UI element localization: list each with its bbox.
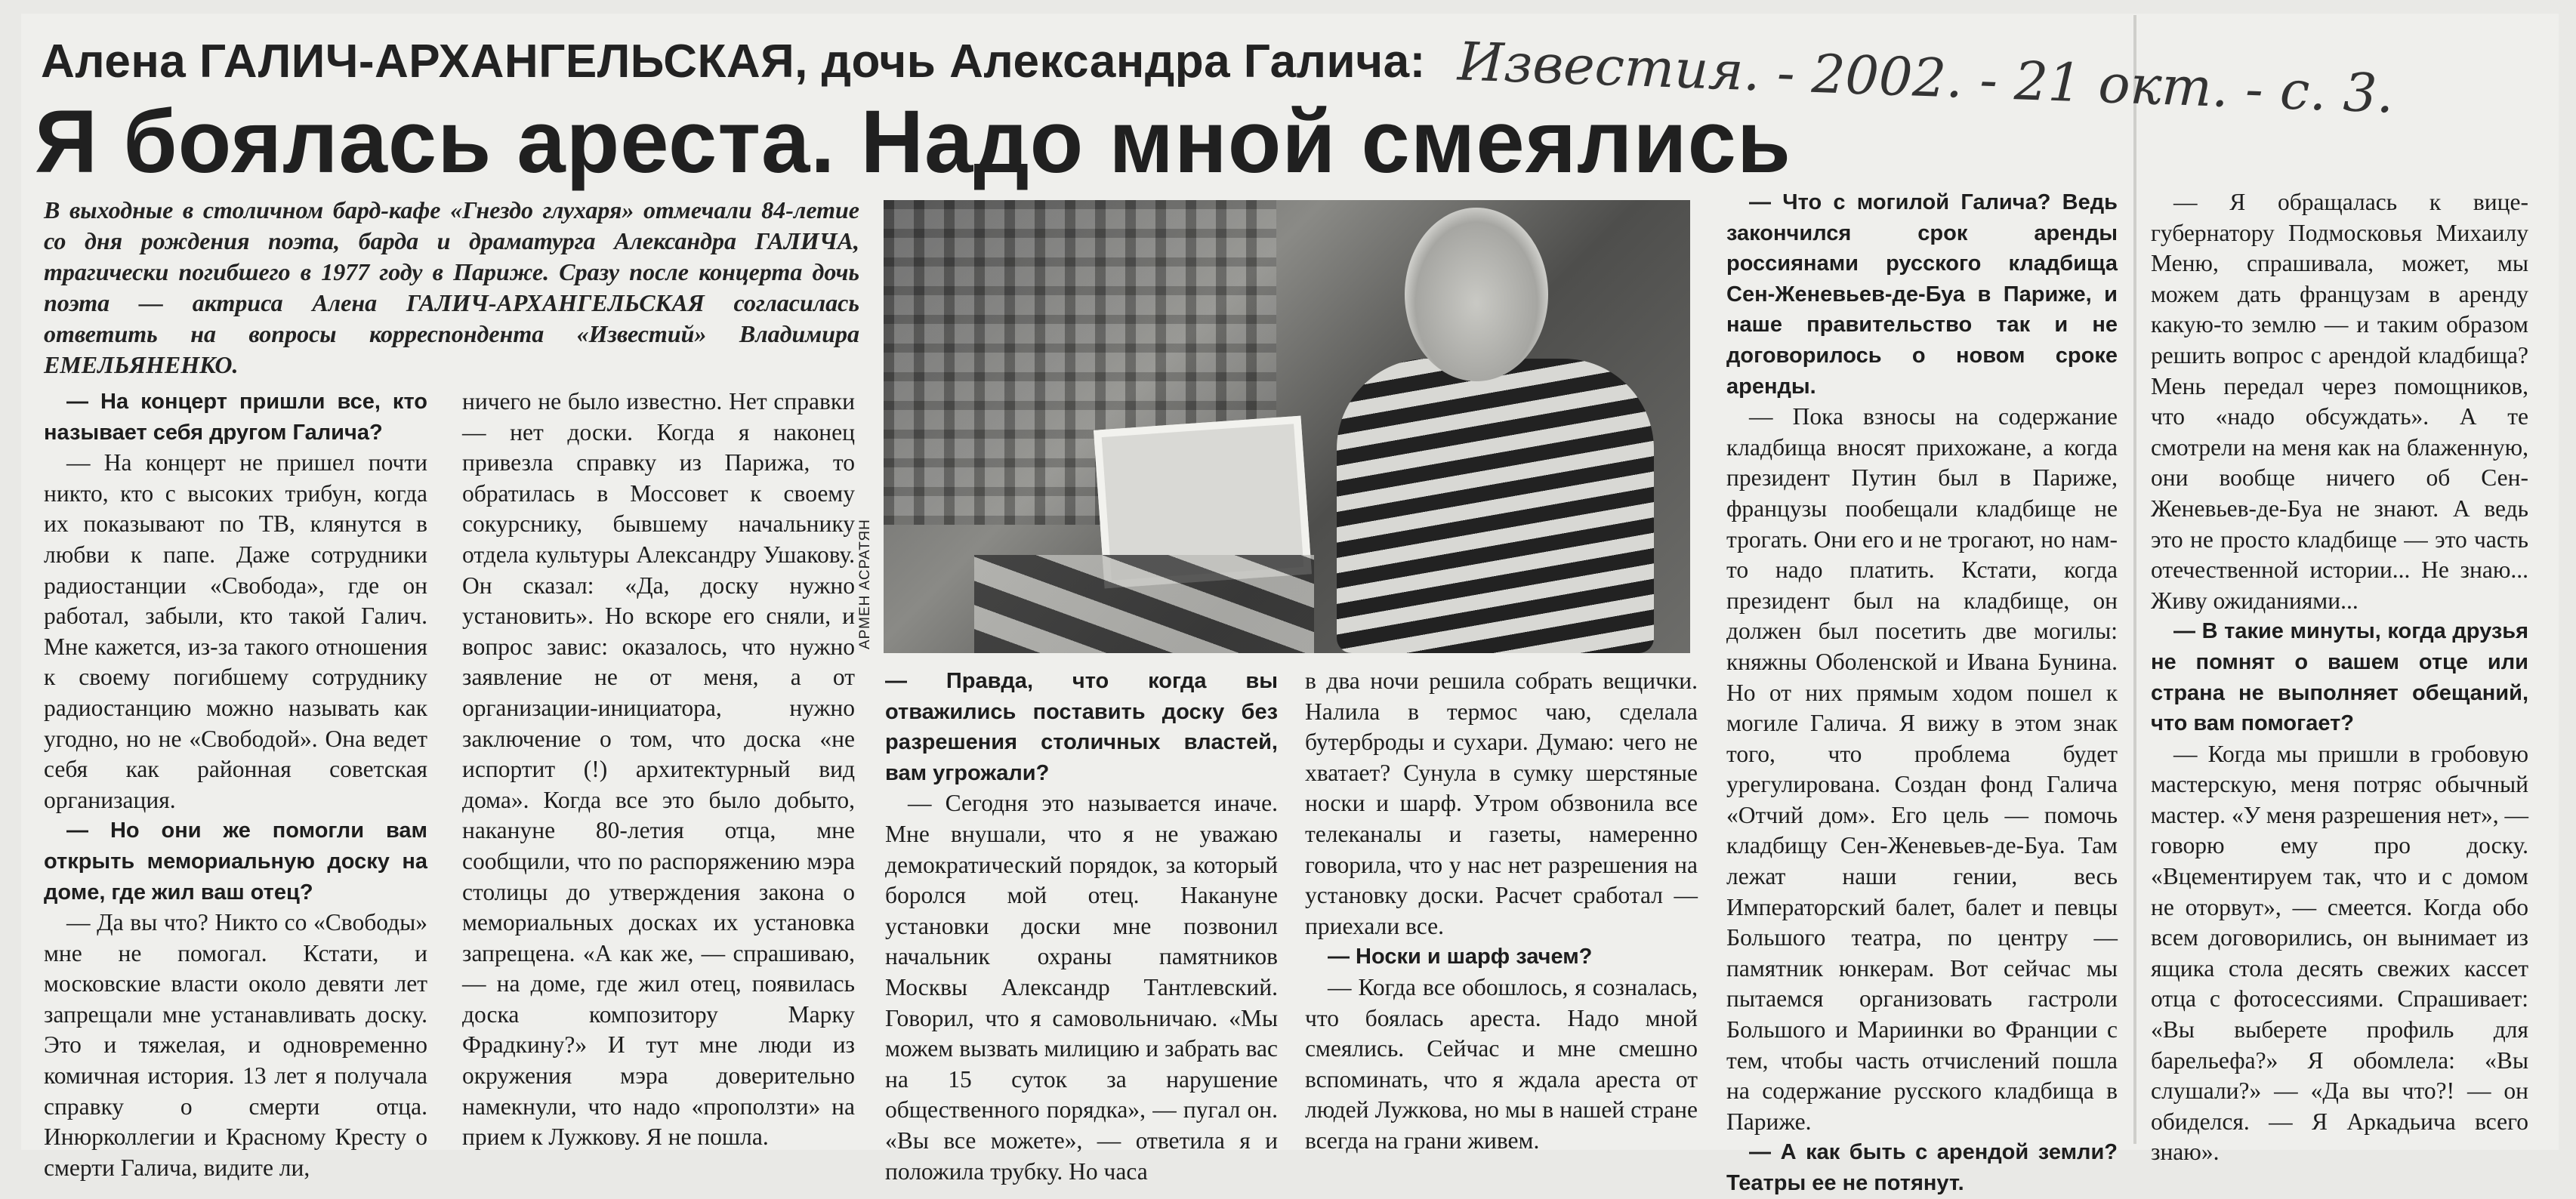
- interview-question: — Носки и шарф зачем?: [1328, 945, 1593, 969]
- interview-question: — На концерт пришли все, кто называет себя другом Галича?: [44, 390, 427, 445]
- handwritten-source-note: Известия. - 2002. - 21 окт. - с. 3.: [1456, 30, 2395, 125]
- interview-question: — А как быть с арендой земли? Театры ее не потянут.: [1726, 1140, 2118, 1195]
- article-column-6: [2151, 187, 2528, 1168]
- interview-answer: — Пока взносы на содержание кладбища вносят прихожане, а когда президент Путин был в Париже, французы пообещали кладбище не трогать. Они его и не трогают, но нам-то надо платить. Кстати, когда президент был на кладбище, он должен был посетить две могилы: княжны Оболенской и Ивана Бунина. Но от них прямым ходом пошел к могиле Галича. Я вижу в этом знак того, что проблема будет урегулирована. Создан фонд Галича «Отчий дом». Его цель — помочь кладбищу Сен-Женевьев-де-Буа. Там лежат наши гении, весь Императорский балет, балет и певцы Большого театра, по центру — памятник юнкерам. Вот сейчас мы пытаемся организовать гастроли Большого и Мариинки во Франции с тем, чтобы часть отчислений пошла на содержание русского кладбища в Париже.: [1726, 403, 2118, 1135]
- article-column-5: [1726, 187, 2118, 1199]
- article-headline: Я боялась ареста. Надо мной смеялись: [35, 92, 1791, 192]
- article-column-2: [462, 387, 855, 1153]
- interview-answer: — Когда все обошлось, я созналась, что боялась ареста. Надо мной смеялись. Сейчас и мне смешно вспоминать, что я ждала ареста от людей Лужкова, но мы в нашей стране всегда на грани живем.: [1305, 973, 1698, 1154]
- interview-answer: в два ночи решила собрать вещички. Налила в термос чаю, сделала бутерброды и сухари. Думаю: чего не хватает? Сунула в сумку шерстяные носки и шарф. Утром обзвонила все телеканалы и газеты, намеренно говорила, что у нас нет разрешения на установку доски. Расчет сработал — приехали все.: [1305, 667, 1698, 939]
- interview-question: — Что с могилой Галича? Ведь закончился срок аренды россиянами русского кладбища Сен-Женевьев-де-Буа в Париже, и наше правительство так и не договорилось о новом сроке аренды.: [1726, 190, 2118, 399]
- interview-answer: — Когда мы пришли в гробовую мастерскую, меня потряс обычный мастер. «У меня разрешения нет», — говорю ему про доску. «Вцементируем так, что и с домом не оторвут», — смеется. Когда обо всем договорились, он вынимает из ящика стола десять свежих кассет отца с фотосессиями. Спрашивает: «Вы выберете профиль для барельефа?» Я обомлела: «Вы слушали?» — «Да вы что?! — он обиделся. — Я Аркадьича всего знаю».: [2151, 740, 2528, 1166]
- article-column-1: [44, 387, 427, 1183]
- article-column-4: [1305, 666, 1698, 1157]
- article-column-3: [885, 666, 1278, 1187]
- interview-answer: — Сегодня это называется иначе. Мне внушали, что я не уважаю демократический порядок, за который боролся мой отец. Накануне установки доски мне позвонил начальник охраны памятников Москвы Александр Тантлевский. Говорил, что я самовольничаю. «Мы можем вызвать милицию и забрать вас на 15 суток за нарушение общественного порядка», — пугал он. «Вы все можете», — ответила я и положила трубку. Но часа: [885, 790, 1278, 1185]
- article-lead: В выходные в столичном бард-кафе «Гнездо глухаря» отмечали 84-летие со дня рождения поэта, барда и драматурга Александра ГАЛИЧА, трагически погибшего в 1977 году в Париже. Сразу после концерта дочь поэта — актриса Алена ГАЛИЧ-АРХАНГЕЛЬСКАЯ согласилась ответить на вопросы корреспондента «Известий» Владимира ЕМЕЛЬЯНЕНКО.: [44, 196, 859, 378]
- article-subtitle: Алена ГАЛИЧ-АРХАНГЕЛЬСКАЯ, дочь Александра Галича:: [41, 35, 1426, 88]
- photo-credit: АРМЕН АСРАТЯН: [857, 519, 873, 649]
- interview-question: — Но они же помогли вам открыть мемориальную доску на доме, где жил ваш отец?: [44, 818, 427, 905]
- interview-answer: — На концерт не пришел почти никто, кто с высоких трибун, когда их показывают по ТВ, клянутся в любви к папе. Даже сотрудники радиостанции «Свобода», где он работал, забыли, кто такой Галич. Мне кажется, из-за такого отношения к своему погибшему сотруднику радиостанцию можно называть как угодно, но не «Свободой». Она ведет себя как районная советская организация.: [44, 449, 427, 813]
- photo-papers: [974, 555, 1314, 653]
- interview-question: — Правда, что когда вы отважились поставить доску без разрешения столичных властей, вам угрожали?: [885, 669, 1278, 785]
- clipping-edge: [2133, 15, 2136, 1144]
- interview-answer: — Да вы что? Никто со «Свободы» мне не помогал. Кстати, и московские власти около девяти лет запрещали мне устанавливать доску. Это и тяжелая, и одновременно комичная история. 13 лет я получала справку о смерти отца. Инюрколлегии и Красному Кресту о смерти Галича, видите ли,: [44, 909, 427, 1181]
- interview-answer: ничего не было известно. Нет справки — нет доски. Когда я наконец привезла справку из Парижа, то обратилась в Моссовет к своему сокурснику, бывшему начальнику отдела культуры Александру Ушакову. Он сказал: «Да, доску нужно установить». Но вскоре его сняли, и вопрос завис: оказалось, что нужно заявление не от меня, а от организации-инициатора, нужно заключение о том, что доска «не испортит (!) архитектурный вид дома». Когда все это было добыто, накануне 80-летия отца, мне сообщили, что по распоряжению мэра столицы до утверждения закона о мемориальных досках их установка запрещена. «А как же, — спрашиваю, — на доме, где жил отец, появилась доска композитору Марку Фрадкину?» И тут мне люди из окружения мэра доверительно намекнули, что надо «проползти» на прием к Лужкову. Я не пошла.: [462, 388, 855, 1151]
- interview-answer: — Я обращалась к вице-губернатору Подмосковья Михаилу Меню, спрашивала, может, мы можем дать французам в аренду какую-то землю — и таким образом решить вопрос с арендой кладбища? Мень передал через помощников, что «надо обсуждать». А те смотрели на меня как на блаженную, они вообще ничего об Сен-Женевьев-де-Буа не знают. А ведь это не просто кладбище — это часть отечественной истории... Не знаю... Живу ожиданиями...: [2151, 189, 2528, 614]
- photo-woman-sweater: [1337, 359, 1654, 653]
- article-photo: [884, 200, 1690, 653]
- photo-woman-head: [1405, 208, 1548, 381]
- interview-question: — В такие минуты, когда друзья не помнят о вашем отце или страна не выполняет обещаний, что вам помогает?: [2151, 619, 2528, 736]
